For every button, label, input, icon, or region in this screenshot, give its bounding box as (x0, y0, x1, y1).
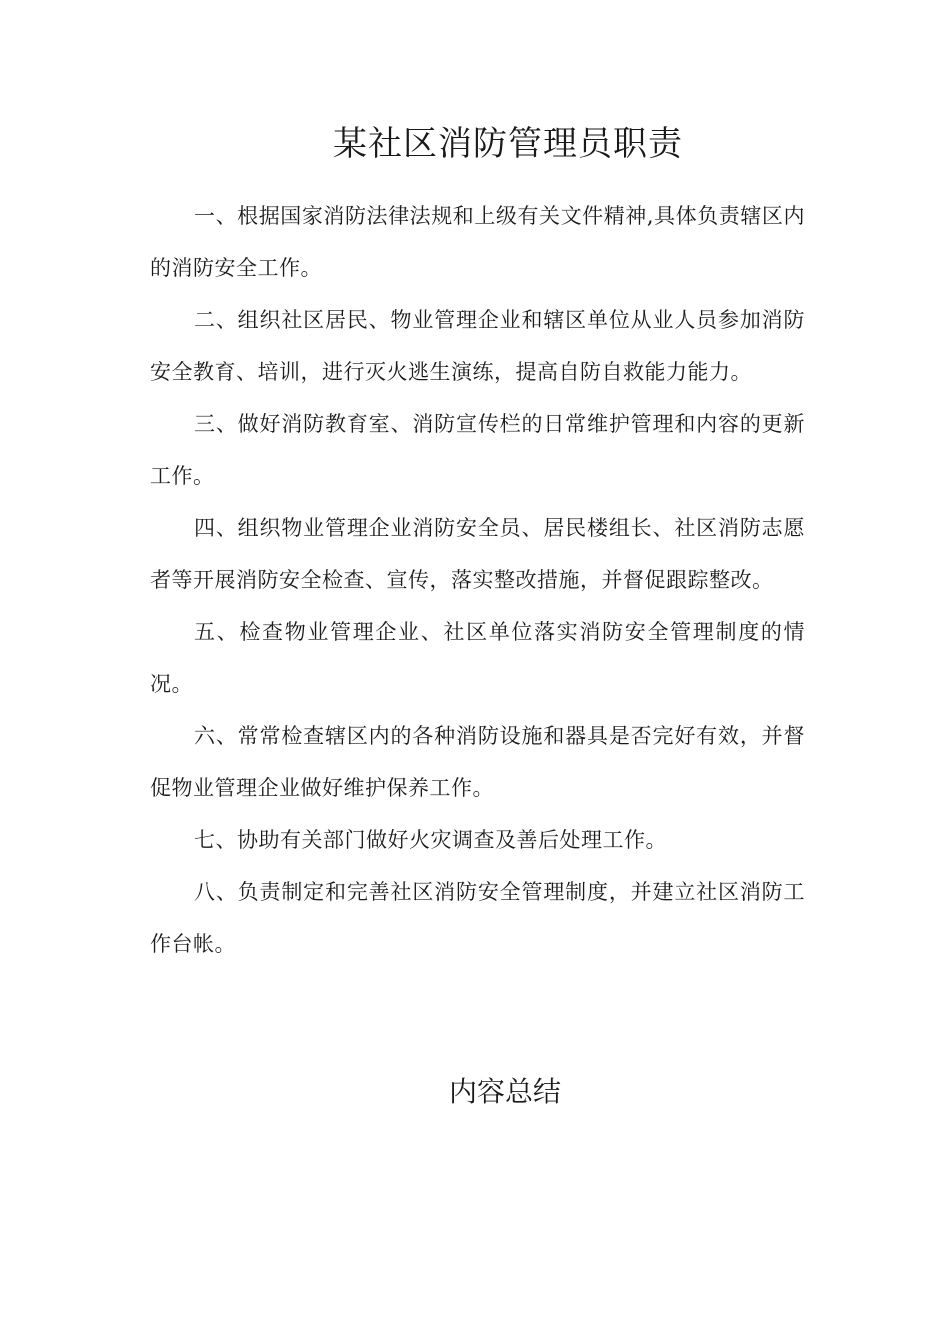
document-title: 某社区消防管理员职责 (333, 124, 683, 164)
duty-paragraph-7: 七、协助有关部门做好火灾调查及善后处理工作。 (194, 828, 667, 852)
duty-paragraph-8: 八、负责制定和完善社区消防安全管理制度，并建立社区消防工作台帐。 (150, 880, 805, 956)
duty-paragraph-3: 三、做好消防教育室、消防宣传栏的日常维护管理和内容的更新工作。 (150, 412, 805, 488)
duty-paragraph-2: 二、组织社区居民、物业管理企业和辖区单位从业人员参加消防安全教育、培训，进行灭火逃生演练，提高自防自救能力能力。 (150, 308, 805, 384)
duty-paragraph-4: 四、组织物业管理企业消防安全员、居民楼组长、社区消防志愿者等开展消防安全检查、宣传，落实整改措施，并督促跟踪整改。 (150, 516, 805, 592)
summary-heading: 内容总结 (448, 1075, 561, 1108)
duty-paragraph-5: 五、检查物业管理企业、社区单位落实消防安全管理制度的情况。 (150, 620, 805, 696)
duty-paragraph-6: 六、常常检查辖区内的各种消防设施和器具是否完好有效，并督促物业管理企业做好维护保养工作。 (150, 724, 805, 800)
duty-list (150, 190, 805, 970)
duty-paragraph-1: 一、根据国家消防法律法规和上级有关文件精神,具体负责辖区内的消防安全工作。 (150, 204, 805, 280)
